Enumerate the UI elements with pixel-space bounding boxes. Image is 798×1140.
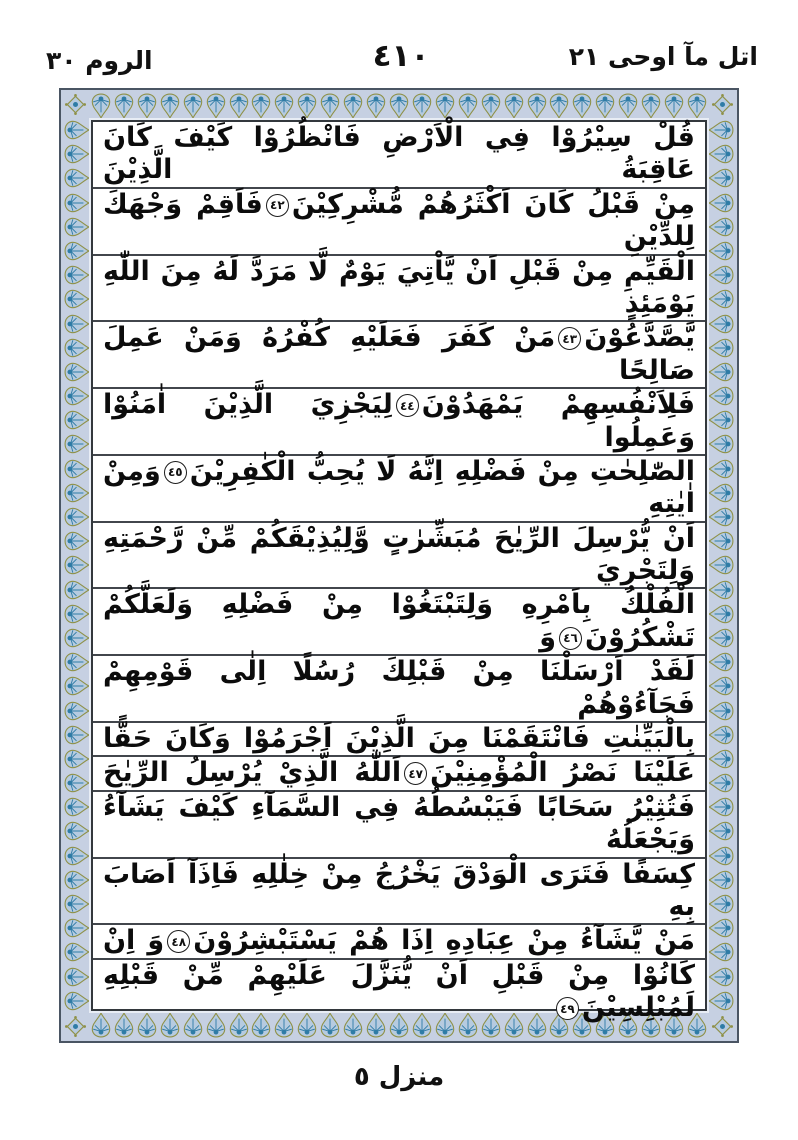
palmette-icon: [64, 748, 90, 770]
quran-line: [93, 456, 705, 523]
corner-rosette-icon: [62, 1013, 89, 1040]
ayah-number-marker: ٤٧: [404, 762, 427, 785]
palmette-icon: [64, 675, 90, 697]
palmette-icon: [708, 458, 734, 480]
palmette-icon: [708, 361, 734, 383]
palmette-icon: [686, 93, 708, 119]
palmette-icon: [708, 651, 734, 673]
quran-line: [93, 859, 705, 926]
palmette-icon: [64, 627, 90, 649]
border-ornament-strip-top: [90, 93, 708, 119]
palmette-icon: [64, 143, 90, 165]
quran-line: [93, 925, 705, 959]
mushaf-frame: [59, 88, 739, 1043]
palmette-icon: [708, 603, 734, 625]
palmette-icon: [342, 93, 364, 119]
palmette-icon: [319, 93, 341, 119]
quran-line: [93, 589, 705, 656]
palmette-icon: [159, 93, 181, 119]
palmette-icon: [503, 93, 525, 119]
palmette-icon: [64, 820, 90, 842]
palmette-icon: [708, 941, 734, 963]
quran-line-text: فَتُثِيْرُ سَحَابًا فَيَبْسُطُهُ فِي السَّمَآءِ كَيْفَ يَشَآءُ وَيَجْعَلُهُ: [103, 791, 695, 856]
corner-rosette-icon: [709, 1013, 736, 1040]
quran-line-text: يَّصَّدَّعُوْنَ٤٣مَنْ كَفَرَ فَعَلَيْهِ كُفْرُهُ وَمَنْ عَمِلَ صَالِحًا: [103, 322, 695, 386]
palmette-icon: [64, 216, 90, 238]
palmette-icon: [708, 264, 734, 286]
page-header: [44, 40, 758, 80]
quran-line-text: عَلَيْنَا نَصْرُ الْمُؤْمِنِيْنَ٤٧اَللّٰهُ الَّذِيْ يُرْسِلُ الرِّيٰحَ: [103, 757, 695, 789]
palmette-icon: [708, 216, 734, 238]
palmette-icon: [64, 700, 90, 722]
palmette-icon: [708, 433, 734, 455]
quran-line-text: مِنْ قَبْلُ كَانَ اَكْثَرُهُمْ مُّشْرِكِيْنَ٤٢فَاَقِمْ وَجْهَكَ لِلدِّيْنِ: [103, 188, 695, 253]
quran-line-text: الْفُلْكُ بِاَمْرِهِ وَلِتَبْتَغُوْا مِنْ فَضْلِهِ وَلَعَلَّكُمْ تَشْكُرُوْنَ٤٦وَ: [103, 589, 695, 653]
palmette-icon: [708, 820, 734, 842]
palmette-icon: [708, 143, 734, 165]
palmette-icon: [250, 93, 272, 119]
palmette-icon: [708, 506, 734, 528]
ayah-number-marker: ٤٣: [558, 327, 581, 350]
palmette-icon: [457, 93, 479, 119]
palmette-icon: [640, 93, 662, 119]
ayah-number-marker: ٤٢: [266, 194, 289, 217]
palmette-icon: [708, 748, 734, 770]
palmette-icon: [480, 93, 502, 119]
palmette-icon: [64, 433, 90, 455]
border-ornament-strip-right: [708, 119, 734, 1012]
corner-rosette-icon: [709, 91, 736, 118]
palmette-icon: [708, 700, 734, 722]
palmette-icon: [113, 93, 135, 119]
palmette-icon: [548, 93, 570, 119]
palmette-icon: [64, 119, 90, 141]
quran-line-text: مَنْ يَّشَآءُ مِنْ عِبَادِهِ اِذَا هُمْ يَسْتَبْشِرُوْنَ٤٨وَ اِنْ: [103, 925, 695, 957]
palmette-icon: [708, 917, 734, 939]
palmette-icon: [663, 93, 685, 119]
palmette-icon: [388, 93, 410, 119]
palmette-icon: [64, 603, 90, 625]
palmette-icon: [708, 337, 734, 359]
palmette-icon: [708, 796, 734, 818]
palmette-icon: [708, 869, 734, 891]
ayah-number-marker: ٤٨: [167, 930, 190, 953]
quran-line-text: كَانُوْا مِنْ قَبْلِ اَنْ يُّنَزَّلَ عَلَيْهِمْ مِّنْ قَبْلِهِ لَمُبْلِسِيْنَ٤٩: [103, 959, 695, 1024]
palmette-icon: [64, 796, 90, 818]
palmette-icon: [90, 93, 112, 119]
palmette-icon: [708, 167, 734, 189]
quran-line-text: كِسَفًا فَتَرَى الْوَدْقَ يَخْرُجُ مِنْ خِلٰلِهِ فَاِذَآ اَصَابَ بِهِ: [103, 858, 695, 922]
palmette-icon: [594, 93, 616, 119]
palmette-icon: [708, 192, 734, 214]
palmette-icon: [64, 530, 90, 552]
palmette-icon: [64, 869, 90, 891]
border-ornament-strip-left: [64, 119, 90, 1012]
palmette-icon: [617, 93, 639, 119]
quran-line-text: الْقَيِّمِ مِنْ قَبْلِ اَنْ يَّاْتِيَ يَوْمٌ لَّا مَرَدَّ لَهُ مِنَ اللّٰهِ يَوْمَئِذٍ: [103, 255, 695, 319]
palmette-icon: [708, 385, 734, 407]
palmette-icon: [64, 264, 90, 286]
palmette-icon: [64, 385, 90, 407]
palmette-icon: [64, 458, 90, 480]
palmette-icon: [411, 93, 433, 119]
palmette-icon: [64, 506, 90, 528]
palmette-icon: [526, 93, 548, 119]
quran-line: [93, 723, 705, 757]
palmette-icon: [708, 409, 734, 431]
palmette-icon: [64, 337, 90, 359]
palmette-icon: [708, 119, 734, 141]
quran-line: [93, 389, 705, 456]
juz-name-label: اتل مآ اوحى ٢١: [568, 42, 758, 71]
quran-line: [93, 122, 705, 189]
quran-line-text: بِالْبَيِّنٰتِ فَانْتَقَمْنَا مِنَ الَّذِيْنَ اَجْرَمُوْا وَكَانَ حَقًّا: [103, 723, 695, 755]
palmette-icon: [64, 313, 90, 335]
palmette-icon: [64, 482, 90, 504]
quran-text-area: [91, 120, 707, 1024]
palmette-icon: [64, 240, 90, 262]
palmette-icon: [64, 845, 90, 867]
palmette-icon: [64, 724, 90, 746]
palmette-icon: [434, 93, 456, 119]
ayah-number-marker: ٤٥: [164, 461, 187, 484]
palmette-icon: [708, 675, 734, 697]
palmette-icon: [64, 579, 90, 601]
palmette-icon: [64, 917, 90, 939]
page-number: ٤١٠: [372, 38, 430, 74]
palmette-icon: [64, 941, 90, 963]
palmette-icon: [708, 627, 734, 649]
palmette-icon: [708, 966, 734, 988]
quran-line: [93, 757, 705, 791]
quran-line-text: اَنْ يُّرْسِلَ الرِّيٰحَ مُبَشِّرٰتٍ وَّلِيُذِيْقَكُمْ مِّنْ رَّحْمَتِهِ وَلِتَجْرِيَ: [103, 522, 695, 587]
palmette-icon: [273, 93, 295, 119]
palmette-icon: [64, 192, 90, 214]
ayah-number-marker: ٤٩: [556, 997, 579, 1020]
palmette-icon: [64, 167, 90, 189]
palmette-icon: [64, 554, 90, 576]
palmette-icon: [64, 361, 90, 383]
manzil-label: منزل ٥: [353, 1062, 445, 1092]
palmette-icon: [708, 893, 734, 915]
palmette-icon: [571, 93, 593, 119]
palmette-icon: [136, 93, 158, 119]
quran-line: [93, 256, 705, 323]
palmette-icon: [365, 93, 387, 119]
quran-line-text: فَلِاَنْفُسِهِمْ يَمْهَدُوْنَ٤٤لِيَجْزِيَ الَّذِيْنَ اٰمَنُوْا وَعَمِلُوا: [103, 389, 695, 453]
palmette-icon: [64, 990, 90, 1012]
palmette-icon: [708, 313, 734, 335]
surah-name-label: الروم ٣٠: [46, 46, 153, 75]
palmette-icon: [708, 482, 734, 504]
ayah-number-marker: ٤٤: [396, 394, 419, 417]
quran-line: [93, 322, 705, 389]
palmette-icon: [182, 93, 204, 119]
palmette-icon: [708, 724, 734, 746]
quran-line: [93, 792, 705, 859]
palmette-icon: [708, 288, 734, 310]
palmette-icon: [708, 530, 734, 552]
palmette-icon: [64, 288, 90, 310]
ayah-number-marker: ٤٦: [559, 627, 582, 650]
palmette-icon: [64, 651, 90, 673]
palmette-icon: [296, 93, 318, 119]
palmette-icon: [205, 93, 227, 119]
palmette-icon: [708, 845, 734, 867]
quran-line-text: الصّٰلِحٰتِ مِنْ فَضْلِهِ اِنَّهُ لَا يُحِبُّ الْكٰفِرِيْنَ٤٥وَمِنْ اٰيٰتِهِ: [103, 455, 695, 520]
quran-line: [93, 523, 705, 590]
palmette-icon: [64, 772, 90, 794]
quran-line: [93, 960, 705, 1025]
quran-line-text: قُلْ سِيْرُوْا فِي الْاَرْضِ فَانْظُرُوْا كَيْفَ كَانَ عَاقِبَةُ الَّذِيْنَ: [103, 122, 695, 186]
palmette-icon: [708, 579, 734, 601]
palmette-icon: [64, 966, 90, 988]
palmette-icon: [708, 240, 734, 262]
quran-line: [93, 189, 705, 256]
corner-rosette-icon: [62, 91, 89, 118]
palmette-icon: [708, 772, 734, 794]
palmette-icon: [228, 93, 250, 119]
palmette-icon: [64, 409, 90, 431]
palmette-icon: [708, 990, 734, 1012]
palmette-icon: [708, 554, 734, 576]
palmette-icon: [64, 893, 90, 915]
quran-line: [93, 656, 705, 723]
quran-line-text: لَقَدْ اَرْسَلْنَا مِنْ قَبْلِكَ رُسُلًا اِلٰى قَوْمِهِمْ فَجَآءُوْهُمْ: [103, 656, 695, 720]
